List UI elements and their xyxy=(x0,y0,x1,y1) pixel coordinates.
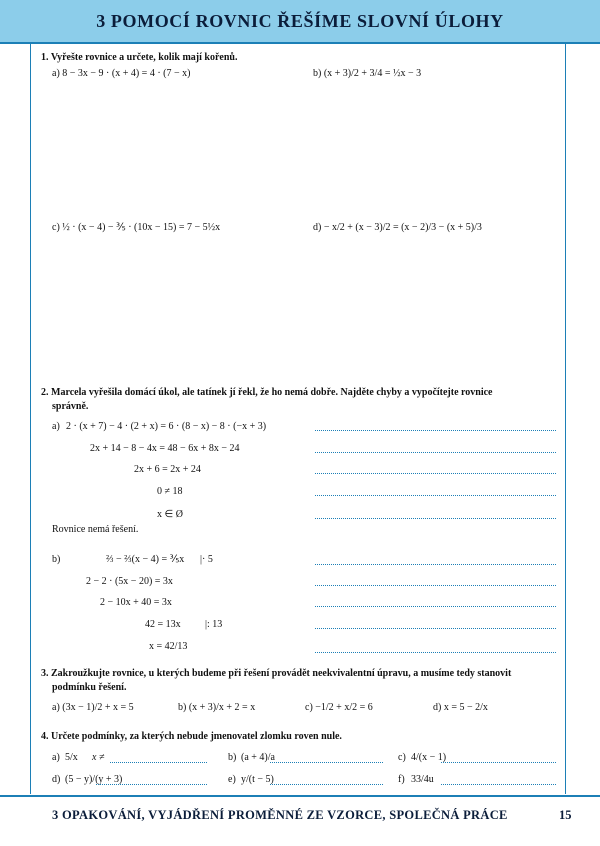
task2-b-line-5: x = 42/13 xyxy=(149,641,188,652)
task2-a-line-2: 2x + 14 − 8 − 4x = 48 − 6x + 8x − 24 xyxy=(90,443,240,454)
answer-line[interactable] xyxy=(315,452,556,453)
task3-option-d[interactable]: d) x = 5 − 2/x xyxy=(433,702,488,713)
task1-d: d) − x/2 + (x − 3)/2 = (x − 2)/3 − (x + 5)/3 xyxy=(313,222,482,233)
task4-c-expr: 4/(x − 1) xyxy=(411,752,447,763)
task4-f-answer[interactable] xyxy=(441,784,556,785)
task3-heading-line1: 3. Zakroužkujte rovnice, u kterých budeme při řešení provádět neekvivalentní úpravu, a musíme tedy stanovit xyxy=(41,668,512,679)
task2-a-line-4: 0 ≠ 18 xyxy=(157,486,183,497)
task4-a-label: a) xyxy=(52,752,60,763)
task1-c: c) ½ · (x − 4) − ⅗ · (10x − 15) = 7 − 5½x xyxy=(52,222,221,233)
task3-option-c[interactable]: c) −1/2 + x/2 = 6 xyxy=(305,702,373,713)
task4-d-answer[interactable] xyxy=(96,784,207,785)
task4-e-expr: y/(t − 5) xyxy=(241,774,274,785)
footer-divider xyxy=(0,795,600,797)
task4-b-expr: (a + 4)/a xyxy=(241,752,275,763)
task4-a-extra: x ≠ xyxy=(92,752,105,763)
task4-e-answer[interactable] xyxy=(270,784,383,785)
task2-b-line-2: 2 − 2 · (5x − 20) = 3x xyxy=(86,576,173,587)
task2-a-line-3: 2x + 6 = 2x + 24 xyxy=(134,464,201,475)
task3-option-a[interactable]: a) (3x − 1)/2 + x = 5 xyxy=(52,702,134,713)
task4-d-expr: (5 − y)/(y + 3) xyxy=(65,774,123,785)
answer-line[interactable] xyxy=(315,495,556,496)
task4-f-expr: 33/4u xyxy=(411,774,434,785)
task4-c-label: c) xyxy=(398,752,406,763)
task1-heading: 1. Vyřešte rovnice a určete, kolik mají kořenů. xyxy=(41,52,238,63)
answer-line[interactable] xyxy=(315,628,556,629)
answer-line[interactable] xyxy=(315,518,556,519)
task2-b-line-3: 2 − 10x + 40 = 3x xyxy=(100,597,172,608)
answer-line[interactable] xyxy=(315,606,556,607)
task3-option-b[interactable]: b) (x + 3)/x + 2 = x xyxy=(178,702,256,713)
task4-a-expr: 5/x xyxy=(65,752,78,763)
page-footer xyxy=(0,800,600,830)
answer-line[interactable] xyxy=(315,652,556,653)
task4-b-label: b) xyxy=(228,752,237,763)
chapter-header xyxy=(0,0,600,44)
task2-heading-line1: 2. Marcela vyřešila domácí úkol, ale tatínek jí řekl, že ho nemá dobře. Najděte chyby a vypočítejte rovnice xyxy=(41,387,493,398)
task2-a-note: Rovnice nemá řešení. xyxy=(52,524,139,535)
task2-a-line-1: 2 · (x + 7) − 4 · (2 + x) = 6 · (8 − x) − 8 · (−x + 3) xyxy=(66,421,267,432)
task4-e-label: e) xyxy=(228,774,236,785)
task2-b-line-1: ⅔ − ⅔(x − 4) = ⅗x xyxy=(106,554,185,565)
task2-b-label: b) xyxy=(52,554,61,565)
answer-line[interactable] xyxy=(315,473,556,474)
task1-a: a) 8 − 3x − 9 · (x + 4) = 4 · (7 − x) xyxy=(52,68,191,79)
answer-line[interactable] xyxy=(315,585,556,586)
task2-a-line-5: x ∈ Ø xyxy=(157,509,183,520)
task2-a-label: a) xyxy=(52,421,60,432)
footer-title: 3 OPAKOVÁNÍ, VYJÁDŘENÍ PROMĚNNÉ ZE VZORCE, SPOLEČNÁ PRÁCE xyxy=(52,808,508,822)
task3-heading-line2: podmínku řešení. xyxy=(52,682,127,693)
answer-line[interactable] xyxy=(315,430,556,431)
task4-f-label: f) xyxy=(398,774,405,785)
task4-d-label: d) xyxy=(52,774,61,785)
task4-b-answer[interactable] xyxy=(270,762,383,763)
task2-heading-line2: správně. xyxy=(52,401,89,412)
task4-c-answer[interactable] xyxy=(441,762,556,763)
task1-b: b) (x + 3)/2 + 3/4 = ½x − 3 xyxy=(313,68,422,79)
task2-b-op-2: |: 13 xyxy=(205,619,223,630)
task4-heading: 4. Určete podmínky, za kterých nebude jmenovatel zlomku roven nule. xyxy=(41,731,342,742)
task4-a-answer[interactable] xyxy=(110,762,207,763)
task2-b-op-1: |· 5 xyxy=(200,554,213,565)
chapter-title: 3 POMOCÍ ROVNIC ŘEŠÍME SLOVNÍ ÚLOHY xyxy=(96,11,504,31)
answer-line[interactable] xyxy=(315,564,556,565)
page-number: 15 xyxy=(559,808,572,822)
task2-b-line-4: 42 = 13x xyxy=(145,619,181,630)
